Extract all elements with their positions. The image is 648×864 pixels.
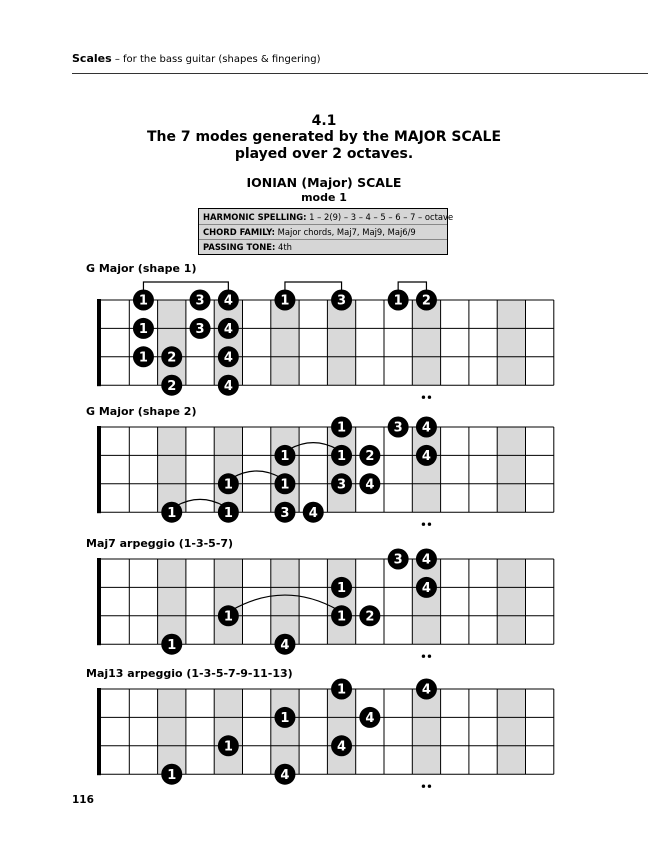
finger-number: 1	[223, 505, 233, 521]
finger-note	[161, 346, 182, 367]
fret-marker-shade	[214, 300, 242, 385]
finger-number: 1	[167, 637, 177, 653]
fret-marker-shade	[327, 559, 355, 644]
finger-note	[133, 290, 154, 311]
finger-number: 4	[421, 449, 431, 464]
finger-number: 1	[223, 477, 233, 493]
finger-note	[416, 290, 437, 311]
finger-note	[218, 473, 239, 494]
finger-number: 4	[365, 477, 375, 493]
finger-number: 4	[223, 293, 233, 309]
fret-marker-shade	[412, 689, 440, 774]
finger-note	[218, 318, 239, 339]
page-number: 116	[72, 794, 94, 806]
fretboard-diagram-3	[0, 544, 648, 669]
finger-number: 2	[365, 449, 375, 464]
finger-number: 2	[421, 293, 431, 309]
finger-number: 1	[223, 739, 233, 755]
finger-note	[133, 318, 154, 339]
finger-number: 1	[280, 449, 290, 464]
finger-note	[274, 634, 295, 655]
finger-note	[331, 473, 352, 494]
finger-number: 3	[393, 552, 403, 568]
finger-note	[218, 735, 239, 756]
passing-tone-row: PASSING TONE: 4th	[203, 242, 292, 252]
fret-marker-shade	[158, 559, 186, 644]
fretboard-diagram-1	[0, 270, 648, 405]
position-bracket	[143, 282, 228, 292]
finger-number: 1	[280, 711, 290, 726]
fret-marker-shade	[214, 559, 242, 644]
octave-dot	[428, 396, 431, 399]
finger-note	[331, 445, 352, 466]
finger-number: 1	[167, 505, 177, 521]
fret-marker-shade	[327, 689, 355, 774]
finger-note	[274, 707, 295, 728]
finger-note	[161, 375, 182, 396]
nut	[97, 688, 101, 775]
finger-note	[274, 764, 295, 785]
finger-note	[218, 502, 239, 523]
finger-note	[161, 764, 182, 785]
finger-note	[218, 375, 239, 396]
finger-note	[331, 679, 352, 700]
finger-number: 1	[138, 293, 148, 309]
finger-note	[388, 417, 409, 438]
finger-note	[359, 473, 380, 494]
finger-number: 3	[280, 505, 290, 521]
finger-note	[359, 605, 380, 626]
finger-note	[274, 473, 295, 494]
finger-note	[303, 502, 324, 523]
finger-note	[388, 549, 409, 570]
fret-marker-shade	[412, 559, 440, 644]
finger-note	[416, 417, 437, 438]
finger-number: 3	[195, 293, 205, 309]
book-title: Scales	[72, 52, 112, 65]
fret-marker-shade	[158, 689, 186, 774]
finger-number: 2	[167, 350, 177, 366]
finger-number: 1	[337, 420, 347, 436]
finger-number: 4	[421, 581, 431, 596]
header-divider	[72, 73, 648, 74]
fret-marker-shade	[412, 300, 440, 385]
section-title-line1: The 7 modes generated by the MAJOR SCALE	[146, 129, 502, 145]
finger-number: 4	[280, 767, 290, 783]
finger-note	[331, 417, 352, 438]
scale-mode: mode 1	[301, 191, 347, 204]
fret-marker-shade	[497, 559, 525, 644]
finger-number: 3	[337, 293, 347, 309]
finger-number: 3	[337, 477, 347, 493]
fret-marker-shade	[158, 300, 186, 385]
finger-number: 1	[138, 350, 148, 366]
finger-number: 4	[308, 505, 318, 521]
finger-number: 3	[393, 420, 403, 436]
finger-note	[190, 290, 211, 311]
octave-dot	[428, 523, 431, 526]
finger-number: 2	[365, 609, 375, 625]
fret-marker-shade	[497, 427, 525, 512]
fret-marker-shade	[497, 689, 525, 774]
chord-family-row: CHORD FAMILY: Major chords, Maj7, Maj9, Maj6/9	[199, 225, 447, 240]
finger-note	[359, 445, 380, 466]
scale-name: IONIAN (Major) SCALE	[246, 175, 402, 190]
finger-note	[274, 290, 295, 311]
finger-note	[133, 346, 154, 367]
finger-note	[190, 318, 211, 339]
finger-note	[331, 290, 352, 311]
finger-note	[161, 502, 182, 523]
finger-note	[416, 445, 437, 466]
diagram-label-3: Maj7 arpeggio (1-3-5-7)	[86, 537, 234, 550]
fret-marker-shade	[271, 300, 299, 385]
position-bracket	[285, 282, 342, 292]
finger-number: 4	[223, 322, 233, 337]
finger-note	[416, 549, 437, 570]
finger-number: 4	[223, 350, 233, 366]
finger-number: 1	[337, 609, 347, 625]
finger-number: 1	[337, 682, 347, 698]
fret-marker-shade	[271, 689, 299, 774]
book-subtitle: – for the bass guitar (shapes & fingering)	[111, 54, 321, 65]
nut	[97, 558, 101, 645]
finger-number: 4	[280, 637, 290, 653]
finger-number: 4	[337, 739, 347, 755]
finger-note	[274, 502, 295, 523]
fret-marker-shade	[214, 427, 242, 512]
finger-number: 3	[195, 322, 205, 337]
finger-note	[331, 735, 352, 756]
fret-marker-shade	[214, 689, 242, 774]
finger-note	[359, 707, 380, 728]
finger-number: 4	[365, 711, 375, 726]
finger-number: 1	[223, 609, 233, 625]
fret-marker-shade	[271, 427, 299, 512]
fretboard-diagram-4	[0, 674, 648, 799]
finger-number: 1	[138, 322, 148, 337]
finger-note	[331, 605, 352, 626]
finger-note	[161, 634, 182, 655]
finger-number: 4	[421, 552, 431, 568]
diagram-label-1: G Major (shape 1)	[86, 262, 197, 275]
finger-note	[218, 346, 239, 367]
diagram-label-4: Maj13 arpeggio (1-3-5-7-9-11-13)	[86, 667, 293, 680]
finger-note	[388, 290, 409, 311]
fret-marker-shade	[327, 427, 355, 512]
section-number: 4.1	[311, 113, 337, 129]
finger-note	[274, 445, 295, 466]
finger-number: 4	[223, 378, 233, 394]
finger-number: 1	[337, 449, 347, 464]
harmonic-spelling-row: HARMONIC SPELLING: 1 – 2(9) – 3 – 4 – 5 – 6 – 7 – octave	[199, 210, 447, 225]
finger-note	[331, 577, 352, 598]
finger-number: 1	[167, 767, 177, 783]
finger-note	[218, 605, 239, 626]
finger-note	[218, 290, 239, 311]
diagram-label-2: G Major (shape 2)	[86, 405, 197, 418]
finger-number: 1	[280, 477, 290, 493]
nut	[97, 299, 101, 386]
fret-marker-shade	[271, 559, 299, 644]
octave-dot	[428, 655, 431, 658]
fret-marker-shade	[497, 300, 525, 385]
scale-info-box	[198, 208, 454, 255]
fret-marker-shade	[158, 427, 186, 512]
finger-number: 1	[337, 581, 347, 596]
nut	[97, 426, 101, 513]
running-header	[72, 52, 648, 65]
fret-marker-shade	[412, 427, 440, 512]
fretboard-diagram-2	[0, 412, 648, 537]
finger-number: 4	[421, 420, 431, 436]
finger-number: 2	[167, 378, 177, 394]
fret-marker-shade	[327, 300, 355, 385]
octave-dot	[422, 655, 425, 658]
finger-number: 4	[421, 682, 431, 698]
finger-note	[416, 577, 437, 598]
finger-number: 1	[280, 293, 290, 309]
octave-dot	[422, 785, 425, 788]
section-title-line2: played over 2 octaves.	[234, 146, 414, 162]
octave-dot	[428, 785, 431, 788]
finger-number: 1	[393, 293, 403, 309]
octave-dot	[422, 396, 425, 399]
finger-note	[416, 679, 437, 700]
octave-dot	[422, 523, 425, 526]
